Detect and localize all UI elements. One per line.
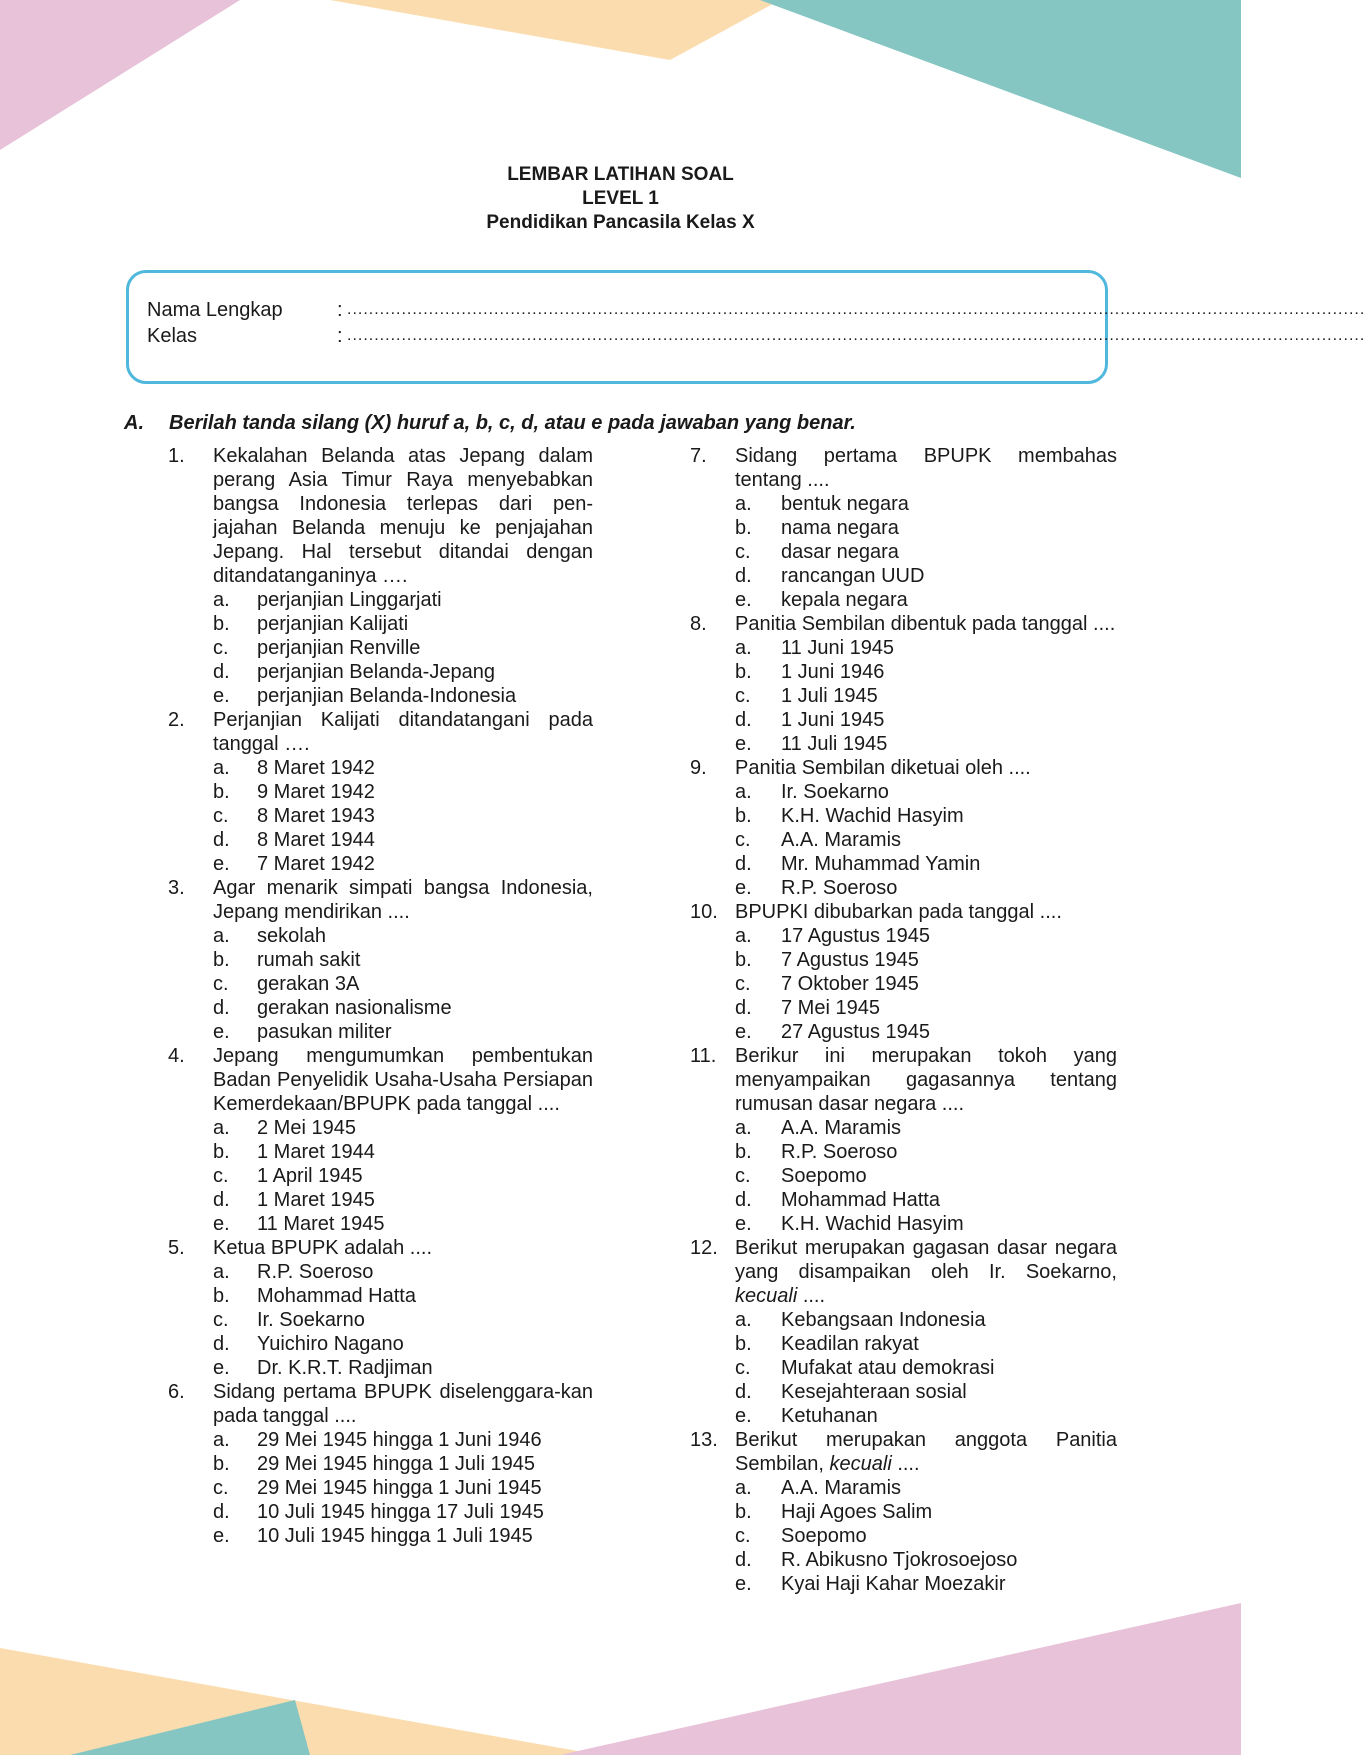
option-text: A.A. Maramis xyxy=(781,1477,902,1499)
name-blank[interactable]: ........................................................................................................................................................................................... xyxy=(347,301,1365,318)
question-stem xyxy=(690,1428,1117,1476)
answer-option[interactable] xyxy=(690,804,1117,828)
question-stem xyxy=(690,444,1117,492)
answer-option[interactable] xyxy=(690,708,1117,732)
question-text-italic: kecuali xyxy=(735,1285,798,1307)
option-text: pasukan militer xyxy=(257,1021,392,1043)
question-text-main: Berikur ini merupakan tokoh yang menyampaikan gagasannya tentang rumusan dasar negara .... xyxy=(735,1045,1117,1115)
question-text xyxy=(735,612,1117,636)
answer-option[interactable] xyxy=(168,1260,593,1284)
option-text: Ir. Soekarno xyxy=(257,1309,365,1331)
option-text: Ir. Soekarno xyxy=(781,781,889,803)
answer-option[interactable] xyxy=(168,852,593,876)
answer-option[interactable] xyxy=(168,972,593,996)
option-letter: a. xyxy=(735,1117,752,1139)
option-letter: a. xyxy=(735,1309,752,1331)
option-letter: d. xyxy=(735,997,752,1019)
question-text xyxy=(213,1044,593,1116)
option-text: 27 Agustus 1945 xyxy=(781,1021,931,1043)
option-letter: c. xyxy=(735,1165,751,1187)
option-text: 1 Juni 1945 xyxy=(781,709,885,731)
option-text: bentuk negara xyxy=(781,493,909,515)
question-item xyxy=(690,612,1117,756)
option-letter: b. xyxy=(735,805,752,827)
question-item xyxy=(168,876,593,1044)
question-stem xyxy=(168,876,593,924)
option-letter: e. xyxy=(735,1213,752,1235)
option-letter: c. xyxy=(735,973,751,995)
answer-option[interactable] xyxy=(690,516,1117,540)
option-letter: d. xyxy=(735,709,752,731)
question-text-main: BPUPKI dibubarkan pada tanggal .... xyxy=(735,901,1062,923)
option-text: R.P. Soeroso xyxy=(257,1261,374,1283)
question-text-main: Sidang pertama BPUPK membahas tentang .... xyxy=(735,445,1117,491)
question-item xyxy=(690,444,1117,612)
question-number: 7. xyxy=(690,445,707,467)
question-text-main: Panitia Sembilan dibentuk pada tanggal .... xyxy=(735,613,1116,635)
option-letter: d. xyxy=(213,829,230,851)
answer-option[interactable] xyxy=(690,540,1117,564)
option-letter: e. xyxy=(735,1573,752,1595)
option-text: perjanjian Belanda-Jepang xyxy=(257,661,495,683)
option-letter: e. xyxy=(735,589,752,611)
question-number: 11. xyxy=(690,1045,717,1067)
answer-option[interactable] xyxy=(168,1116,593,1140)
option-letter: b. xyxy=(213,949,230,971)
answer-option[interactable] xyxy=(168,948,593,972)
question-text-main: Perjanjian Kalijati ditandatangani pada tanggal …. xyxy=(213,709,593,755)
option-text: 2 Mei 1945 xyxy=(257,1117,356,1139)
option-letter: d. xyxy=(213,997,230,1019)
option-text: rumah sakit xyxy=(257,949,361,971)
answer-option[interactable] xyxy=(690,876,1117,900)
option-text: sekolah xyxy=(257,925,326,947)
option-letter: c. xyxy=(735,685,751,707)
question-text-main: Sidang pertama BPUPK diselenggara-kan pada tanggal .... xyxy=(213,1381,593,1427)
option-letter: a. xyxy=(213,1117,230,1139)
answer-option[interactable] xyxy=(690,1572,1117,1596)
question-text xyxy=(213,708,593,756)
answer-options xyxy=(168,756,593,876)
worksheet-title: LEMBAR LATIHAN SOAL xyxy=(507,164,734,185)
question-text-after: .... xyxy=(797,1285,826,1307)
option-letter: b. xyxy=(213,781,230,803)
question-number: 12. xyxy=(690,1237,718,1259)
option-text: 1 April 1945 xyxy=(257,1165,363,1187)
option-letter: d. xyxy=(735,1381,752,1403)
question-text xyxy=(735,1044,1117,1116)
answer-option[interactable] xyxy=(168,1356,593,1380)
section-letter: A. xyxy=(124,412,144,434)
option-text: K.H. Wachid Hasyim xyxy=(781,805,964,827)
option-text: 10 Juli 1945 hingga 1 Juli 1945 xyxy=(257,1525,533,1547)
option-text: 11 Juli 1945 xyxy=(781,733,888,755)
option-letter: b. xyxy=(735,661,752,683)
name-colon: : xyxy=(337,299,343,321)
option-letter: c. xyxy=(213,1309,229,1331)
answer-option[interactable] xyxy=(690,1524,1117,1548)
option-letter: a. xyxy=(213,757,230,779)
questions-right-column xyxy=(690,444,1117,1596)
question-text-main: Panitia Sembilan diketuai oleh .... xyxy=(735,757,1031,779)
option-letter: c. xyxy=(735,541,751,563)
answer-option[interactable] xyxy=(168,636,593,660)
option-letter: c. xyxy=(735,829,751,851)
option-letter: e. xyxy=(213,853,230,875)
answer-options xyxy=(168,1428,593,1548)
option-letter: c. xyxy=(735,1525,751,1547)
answer-option[interactable] xyxy=(168,1284,593,1308)
answer-option[interactable] xyxy=(168,684,593,708)
question-text-italic: kecuali xyxy=(829,1453,892,1475)
option-text: 1 Maret 1945 xyxy=(257,1189,375,1211)
question-item xyxy=(690,900,1117,1044)
answer-option[interactable] xyxy=(690,732,1117,756)
option-letter: b. xyxy=(735,1501,752,1523)
question-stem xyxy=(168,1044,593,1116)
option-text: 9 Maret 1942 xyxy=(257,781,375,803)
answer-option[interactable] xyxy=(168,1308,593,1332)
question-stem xyxy=(690,756,1117,780)
option-text: nama negara xyxy=(781,517,899,539)
option-text: perjanjian Kalijati xyxy=(257,613,409,635)
answer-option[interactable] xyxy=(168,1188,593,1212)
identity-box xyxy=(126,270,1365,384)
question-text xyxy=(735,1236,1117,1308)
answer-option[interactable] xyxy=(168,804,593,828)
question-number: 3. xyxy=(168,877,185,899)
answer-option[interactable] xyxy=(168,588,593,612)
answer-option[interactable] xyxy=(690,1140,1117,1164)
option-text: R. Abikusno Tjokrosoejoso xyxy=(781,1549,1018,1571)
question-text xyxy=(735,756,1117,780)
question-text xyxy=(213,876,593,924)
answer-option[interactable] xyxy=(690,1404,1117,1428)
worksheet-level: LEVEL 1 xyxy=(582,188,659,209)
option-letter: c. xyxy=(213,637,229,659)
option-letter: e. xyxy=(213,1357,230,1379)
option-text: 7 Agustus 1945 xyxy=(781,949,919,971)
option-letter: a. xyxy=(735,637,752,659)
option-text: Mohammad Hatta xyxy=(781,1189,940,1211)
question-text-main: Kekalahan Belanda atas Jepang dalam perang Asia Timur Raya menyebabkan bangsa Indonesia terlepas dari pen-jajahan Belanda menuju ke penjajahan Jepang. Hal tersebut ditandai dengan ditandatanganinya …. xyxy=(213,445,593,587)
answer-options xyxy=(690,780,1117,900)
question-number: 9. xyxy=(690,757,707,779)
option-text: 8 Maret 1944 xyxy=(257,829,375,851)
answer-option[interactable] xyxy=(168,1524,593,1548)
answer-option[interactable] xyxy=(168,996,593,1020)
question-text-main: Berikut merupakan anggota Panitia Sembilan, xyxy=(735,1429,1117,1475)
answer-option[interactable] xyxy=(168,756,593,780)
option-text: perjanjian Renville xyxy=(257,637,421,659)
question-item xyxy=(690,1044,1117,1236)
instruction-text: Berilah tanda silang (X) huruf a, b, c, d, atau e pada jawaban yang benar. xyxy=(169,412,856,434)
answer-option[interactable] xyxy=(690,636,1117,660)
question-item xyxy=(690,1236,1117,1428)
questions-left-column xyxy=(168,444,593,1548)
option-text: 29 Mei 1945 hingga 1 Juli 1945 xyxy=(257,1453,535,1475)
option-letter: b. xyxy=(213,1285,230,1307)
option-text: Soepomo xyxy=(781,1525,867,1547)
option-text: 7 Oktober 1945 xyxy=(781,973,919,995)
worksheet-heading xyxy=(0,163,1241,235)
option-text: Keadilan rakyat xyxy=(781,1333,919,1355)
answer-option[interactable] xyxy=(690,1356,1117,1380)
answer-option[interactable] xyxy=(168,1140,593,1164)
answer-option[interactable] xyxy=(168,1500,593,1524)
option-text: 10 Juli 1945 hingga 17 Juli 1945 xyxy=(257,1501,544,1523)
option-text: Kebangsaan Indonesia xyxy=(781,1309,986,1331)
option-letter: e. xyxy=(213,685,230,707)
answer-option[interactable] xyxy=(168,924,593,948)
answer-option[interactable] xyxy=(168,780,593,804)
question-number: 10. xyxy=(690,901,718,923)
answer-option[interactable] xyxy=(690,1548,1117,1572)
class-blank[interactable]: ........................................................................................................................................................................................... xyxy=(347,327,1365,344)
answer-options xyxy=(690,492,1117,612)
question-item xyxy=(168,1380,593,1548)
answer-options xyxy=(690,636,1117,756)
option-letter: c. xyxy=(213,1477,229,1499)
answer-option[interactable] xyxy=(690,492,1117,516)
question-stem xyxy=(690,1236,1117,1308)
option-text: K.H. Wachid Hasyim xyxy=(781,1213,964,1235)
option-text: Dr. K.R.T. Radjiman xyxy=(257,1357,433,1379)
answer-options xyxy=(690,1116,1117,1236)
answer-options xyxy=(168,1260,593,1380)
answer-options xyxy=(690,1476,1117,1596)
question-number: 13. xyxy=(690,1429,718,1451)
question-text xyxy=(213,444,593,588)
option-text: kepala negara xyxy=(781,589,908,611)
answer-option[interactable] xyxy=(168,612,593,636)
answer-options xyxy=(168,924,593,1044)
answer-option[interactable] xyxy=(168,1020,593,1044)
question-stem xyxy=(690,1044,1117,1116)
question-text xyxy=(735,1428,1117,1476)
answer-options xyxy=(690,1308,1117,1428)
option-text: 8 Maret 1943 xyxy=(257,805,375,827)
question-stem xyxy=(168,444,593,588)
option-text: R.P. Soeroso xyxy=(781,1141,898,1163)
question-number: 8. xyxy=(690,613,707,635)
question-text-after: .... xyxy=(891,1453,920,1475)
option-text: 1 Juli 1945 xyxy=(781,685,878,707)
question-number: 4. xyxy=(168,1045,185,1067)
option-letter: b. xyxy=(735,1141,752,1163)
question-text-main: Berikut merupakan gagasan dasar negara yang disampaikan oleh Ir. Soekarno, xyxy=(735,1237,1117,1283)
option-text: perjanjian Belanda-Indonesia xyxy=(257,685,517,707)
option-text: rancangan UUD xyxy=(781,565,925,587)
option-letter: e. xyxy=(213,1021,230,1043)
question-number: 1. xyxy=(168,445,185,467)
option-text: A.A. Maramis xyxy=(781,829,902,851)
answer-option[interactable] xyxy=(168,1428,593,1452)
option-letter: a. xyxy=(735,925,752,947)
question-item xyxy=(168,1044,593,1236)
option-text: Mr. Muhammad Yamin xyxy=(781,853,981,875)
option-letter: e. xyxy=(213,1525,230,1547)
option-letter: a. xyxy=(213,1429,230,1451)
option-letter: a. xyxy=(735,1477,752,1499)
class-colon: : xyxy=(337,325,343,347)
option-text: 11 Maret 1945 xyxy=(257,1213,385,1235)
question-text xyxy=(213,1236,593,1260)
answer-option[interactable] xyxy=(168,1164,593,1188)
option-letter: e. xyxy=(735,1021,752,1043)
answer-option[interactable] xyxy=(690,852,1117,876)
option-letter: a. xyxy=(213,589,230,611)
answer-option[interactable] xyxy=(168,1212,593,1236)
question-item xyxy=(168,708,593,876)
question-text-main: Ketua BPUPK adalah .... xyxy=(213,1237,433,1259)
option-text: Kesejahteraan sosial xyxy=(781,1381,967,1403)
answer-option[interactable] xyxy=(690,1380,1117,1404)
answer-options xyxy=(168,1116,593,1236)
question-text xyxy=(213,1380,593,1428)
option-letter: d. xyxy=(213,1501,230,1523)
section-instruction xyxy=(124,410,856,436)
answer-option[interactable] xyxy=(690,1308,1117,1332)
answer-options xyxy=(168,588,593,708)
question-item xyxy=(690,1428,1117,1596)
question-text xyxy=(735,900,1117,924)
answer-option[interactable] xyxy=(690,588,1117,612)
answer-option[interactable] xyxy=(168,1332,593,1356)
option-text: 8 Maret 1942 xyxy=(257,757,375,779)
answer-option[interactable] xyxy=(690,828,1117,852)
option-text: 11 Juni 1945 xyxy=(781,637,895,659)
answer-option[interactable] xyxy=(690,564,1117,588)
option-letter: b. xyxy=(213,613,230,635)
answer-option[interactable] xyxy=(168,828,593,852)
answer-options xyxy=(690,924,1117,1044)
option-text: Mohammad Hatta xyxy=(257,1285,416,1307)
option-text: Mufakat atau demokrasi xyxy=(781,1357,995,1379)
option-letter: d. xyxy=(735,565,752,587)
answer-option[interactable] xyxy=(690,1476,1117,1500)
option-text: gerakan nasionalisme xyxy=(257,997,452,1019)
option-letter: d. xyxy=(735,1189,752,1211)
class-label: Kelas xyxy=(147,325,198,347)
option-text: Kyai Haji Kahar Moezakir xyxy=(781,1573,1006,1595)
question-number: 6. xyxy=(168,1381,185,1403)
option-letter: d. xyxy=(735,1549,752,1571)
option-letter: b. xyxy=(735,517,752,539)
question-stem xyxy=(690,900,1117,924)
question-text-main: Jepang mengumumkan pembentukan Badan Penyelidik Usaha-Usaha Persiapan Kemerdekaan/BPUPK pada tanggal .... xyxy=(213,1045,593,1115)
option-letter: c. xyxy=(735,1357,751,1379)
option-letter: e. xyxy=(213,1213,230,1235)
option-letter: d. xyxy=(213,661,230,683)
option-text: 1 Maret 1944 xyxy=(257,1141,375,1163)
option-letter: c. xyxy=(213,973,229,995)
option-text: A.A. Maramis xyxy=(781,1117,902,1139)
option-letter: c. xyxy=(213,805,229,827)
answer-option[interactable] xyxy=(690,660,1117,684)
option-letter: e. xyxy=(735,733,752,755)
option-letter: a. xyxy=(735,493,752,515)
option-text: R.P. Soeroso xyxy=(781,877,898,899)
option-text: 29 Mei 1945 hingga 1 Juni 1946 xyxy=(257,1429,542,1451)
answer-option[interactable] xyxy=(690,924,1117,948)
option-text: perjanjian Linggarjati xyxy=(257,589,442,611)
option-letter: d. xyxy=(213,1333,230,1355)
question-item xyxy=(690,756,1117,900)
option-letter: b. xyxy=(735,949,752,971)
question-item xyxy=(168,1236,593,1380)
option-text: dasar negara xyxy=(781,541,899,563)
option-letter: a. xyxy=(735,781,752,803)
answer-option[interactable] xyxy=(168,660,593,684)
name-label: Nama Lengkap xyxy=(147,299,283,321)
answer-option[interactable] xyxy=(690,684,1117,708)
option-text: Yuichiro Nagano xyxy=(257,1333,404,1355)
answer-option[interactable] xyxy=(690,1188,1117,1212)
question-stem xyxy=(690,612,1117,636)
answer-option[interactable] xyxy=(690,780,1117,804)
answer-option[interactable] xyxy=(690,996,1117,1020)
option-letter: b. xyxy=(213,1453,230,1475)
question-stem xyxy=(168,1236,593,1260)
option-letter: a. xyxy=(213,925,230,947)
option-text: Ketuhanan xyxy=(781,1405,878,1427)
option-text: 1 Juni 1946 xyxy=(781,661,885,683)
option-letter: e. xyxy=(735,877,752,899)
question-number: 5. xyxy=(168,1237,185,1259)
question-text-main: Agar menarik simpati bangsa Indonesia, Jepang mendirikan .... xyxy=(213,877,593,923)
answer-option[interactable] xyxy=(690,1212,1117,1236)
answer-option[interactable] xyxy=(690,1164,1117,1188)
question-number: 2. xyxy=(168,709,185,731)
option-text: 17 Agustus 1945 xyxy=(781,925,931,947)
answer-option[interactable] xyxy=(168,1476,593,1500)
option-letter: c. xyxy=(213,1165,229,1187)
answer-option[interactable] xyxy=(690,1332,1117,1356)
answer-option[interactable] xyxy=(690,948,1117,972)
option-text: gerakan 3A xyxy=(257,973,360,995)
answer-option[interactable] xyxy=(690,1500,1117,1524)
option-letter: e. xyxy=(735,1405,752,1427)
question-item xyxy=(168,444,593,708)
option-text: 29 Mei 1945 hingga 1 Juni 1945 xyxy=(257,1477,542,1499)
answer-option[interactable] xyxy=(690,972,1117,996)
option-text: Soepomo xyxy=(781,1165,867,1187)
question-stem xyxy=(168,708,593,756)
option-letter: b. xyxy=(213,1141,230,1163)
option-letter: d. xyxy=(213,1189,230,1211)
question-stem xyxy=(168,1380,593,1428)
option-text: Haji Agoes Salim xyxy=(781,1501,933,1523)
option-text: 7 Mei 1945 xyxy=(781,997,880,1019)
worksheet-subject: Pendidikan Pancasila Kelas X xyxy=(486,212,755,233)
question-text xyxy=(735,444,1117,492)
option-letter: b. xyxy=(735,1333,752,1355)
answer-option[interactable] xyxy=(168,1452,593,1476)
answer-option[interactable] xyxy=(690,1020,1117,1044)
option-text: 7 Maret 1942 xyxy=(257,853,375,875)
option-letter: a. xyxy=(213,1261,230,1283)
option-letter: d. xyxy=(735,853,752,875)
answer-option[interactable] xyxy=(690,1116,1117,1140)
